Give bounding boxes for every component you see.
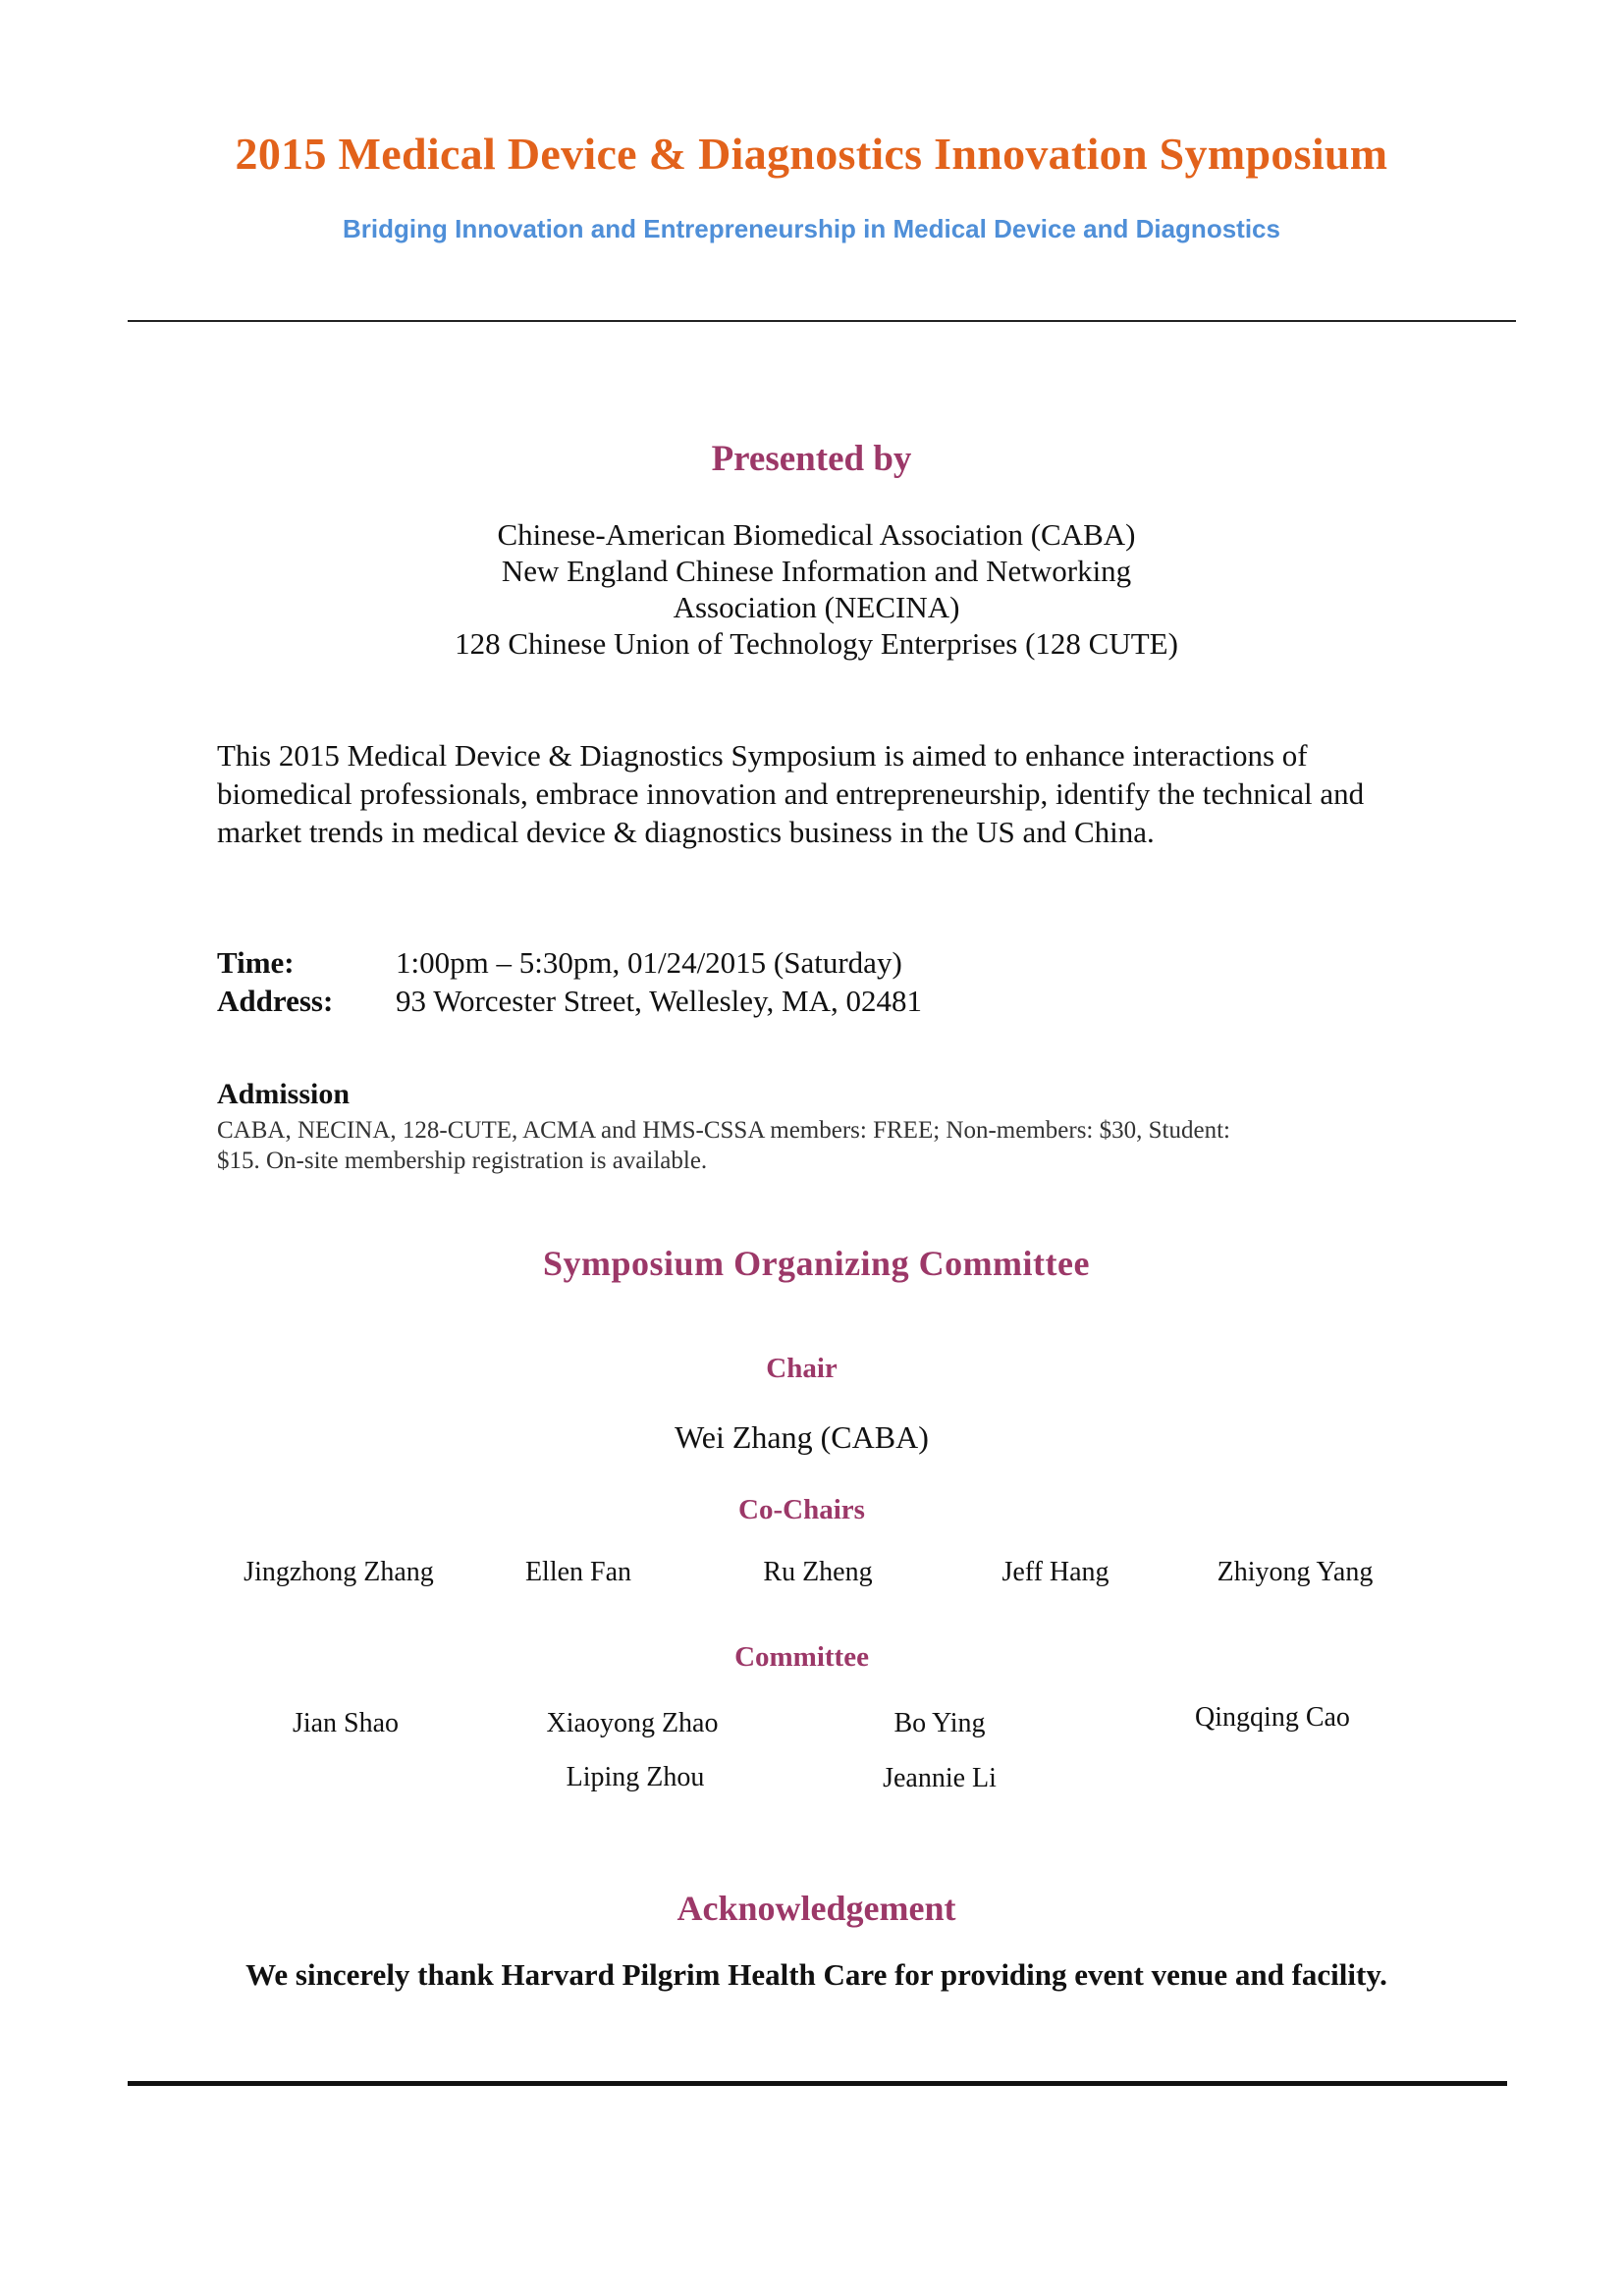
address-label: Address: (217, 984, 334, 1018)
committee-member-name: Qingqing Cao (1195, 1702, 1350, 1733)
address-row (217, 984, 922, 1019)
intro-paragraph: This 2015 Medical Device & Diagnostics Symposium is aimed to enhance interactions of biomedical professionals, embrace innovation and entrepreneurship, identify the technical and market trends in medical device & diagnostics business in the US and China. (217, 738, 1365, 849)
committee-member-name: Jian Shao (292, 1708, 400, 1738)
bottom-divider (128, 2081, 1507, 2086)
presenter-line: 128 Chinese Union of Technology Enterprises (128 CUTE) (455, 626, 1178, 661)
committee-member-name: Xiaoyong Zhao (546, 1708, 719, 1738)
cochair-name: Zhiyong Yang (1217, 1557, 1374, 1587)
presenters-list (0, 516, 1623, 662)
chair-name: Wei Zhang (CABA) (675, 1419, 929, 1455)
admission-heading: Admission (217, 1078, 351, 1110)
committee-member-name: Bo Ying (893, 1708, 986, 1738)
time-row (217, 945, 902, 981)
presenter-line: New England Chinese Information and Networking (501, 554, 1132, 588)
cochair-name: Ellen Fan (524, 1557, 632, 1587)
committee-members-heading: Committee (734, 1641, 869, 1673)
admission-text (217, 1115, 1434, 1176)
acknowledgement-text: We sincerely thank Harvard Pilgrim Health Care for providing event venue and facility. (245, 1957, 1387, 1992)
time-value: 1:00pm – 5:30pm, 01/24/2015 (Saturday) (396, 945, 902, 980)
committee-member-name: Liping Zhou (566, 1762, 705, 1792)
page-subtitle: Bridging Innovation and Entrepreneurship in Medical Device and Diagnostics (343, 214, 1280, 243)
presenter-line: Association (NECINA) (673, 590, 960, 624)
chair-heading: Chair (766, 1353, 838, 1384)
committee-member-name: Jeannie Li (883, 1763, 997, 1793)
address-value: 93 Worcester Street, Wellesley, MA, 02481 (396, 984, 922, 1018)
committee-heading: Symposium Organizing Committee (543, 1244, 1090, 1283)
cochair-name: Ru Zheng (763, 1557, 873, 1587)
cochairs-heading: Co-Chairs (738, 1494, 865, 1525)
presenter-line: Chinese-American Biomedical Association (CABA) (497, 517, 1136, 552)
cochair-name: Jingzhong Zhang (243, 1557, 434, 1587)
time-label: Time: (217, 945, 295, 980)
cochair-name: Jeff Hang (1001, 1557, 1109, 1587)
page-title: 2015 Medical Device & Diagnostics Innovation Symposium (235, 129, 1388, 179)
admission-line: $15. On-site membership registration is available. (217, 1148, 708, 1174)
presented-by-heading: Presented by (711, 439, 912, 479)
acknowledgement-heading: Acknowledgement (676, 1889, 956, 1928)
admission-line: CABA, NECINA, 128-CUTE, ACMA and HMS-CSSA members: FREE; Non-members: $30, Student: (217, 1117, 1230, 1144)
top-divider (128, 320, 1516, 322)
